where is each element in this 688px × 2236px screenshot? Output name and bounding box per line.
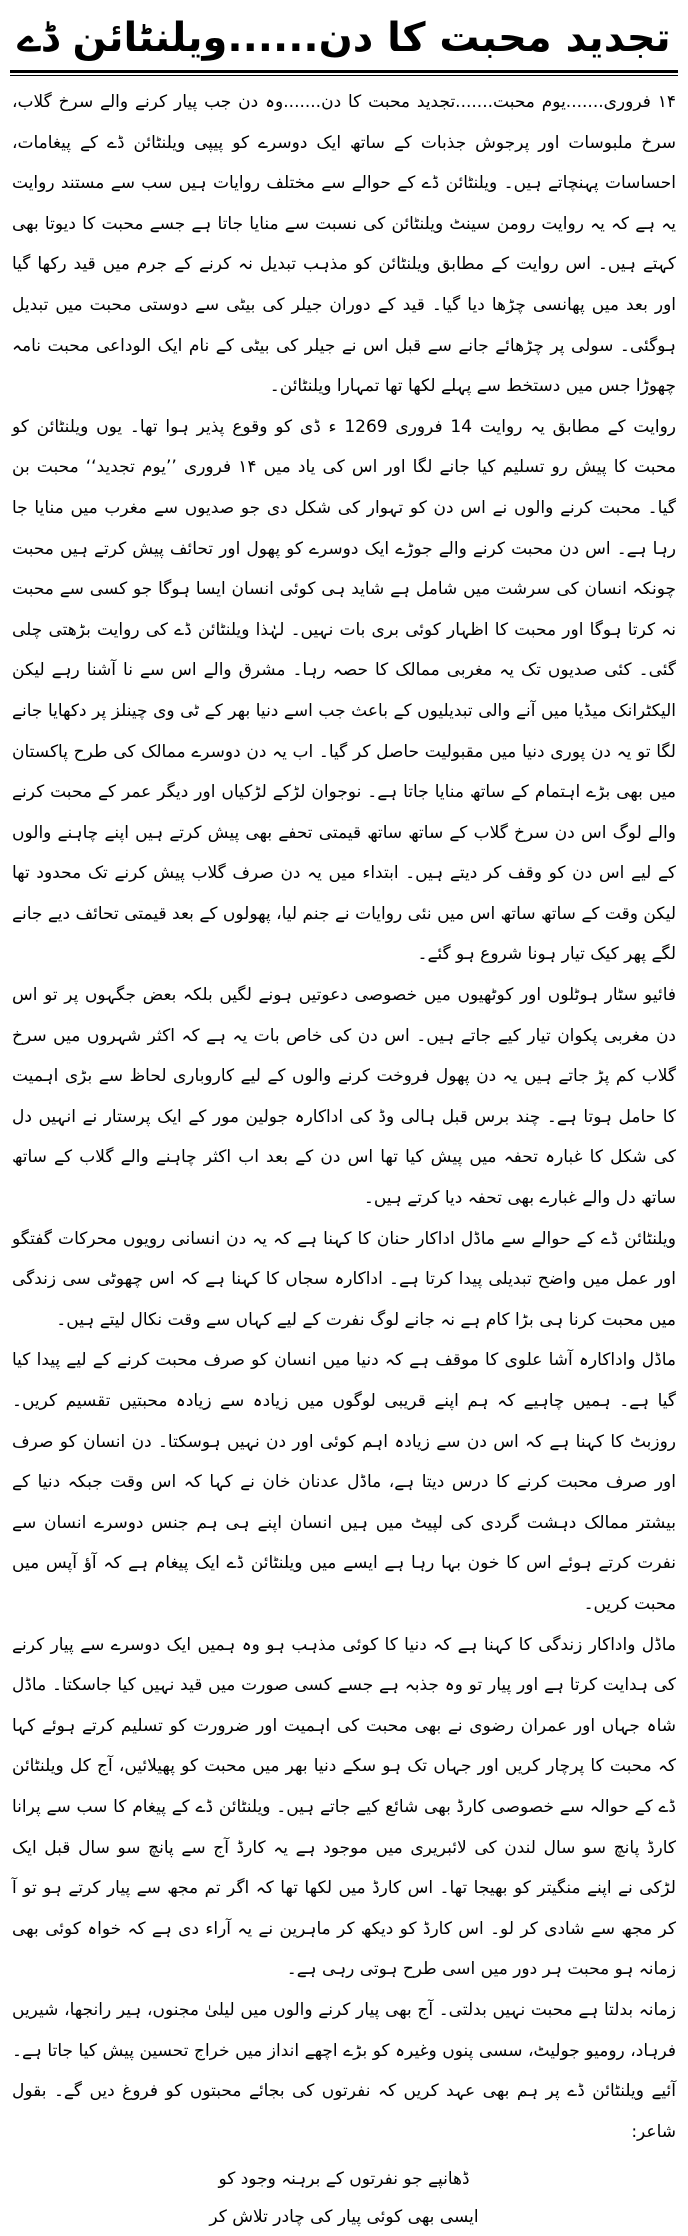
paragraph-3: فائیو سٹار ہوٹلوں اور کوٹھیوں میں خصوصی دعوتیں ہونے لگیں بلکہ بعض جگہوں پر تو اس دن مغربی پکوان تیار کیے جاتے ہیں۔ اس دن کی خاص بات یہ ہے کہ اکثر شہروں میں سرخ گلاب کم پڑ جاتے ہیں یہ دن پھول فروخت کرنے والوں کے لیے کاروباری لحاظ سے بڑی اہمیت کا حامل ہوتا ہے۔ چند برس قبل ہالی وڈ کی اداکارہ جولین مور کے ایک پرستار نے انہیں دل کی شکل کا غبارہ تحفہ میں پیش کیا تھا اس دن کے بعد اب اکثر چاہنے والے گلاب کے ساتھ ساتھ دل والے غبارے بھی تحفہ دیا کرتے ہیں۔ [12,985,676,1209]
paragraph-2: روایت کے مطابق یہ روایت 14 فروری 1269 ء ڈی کو وقوع پذیر ہوا تھا۔ یوں ویلنٹائن کو محبت کا پیش رو تسلیم کیا جانے لگا اور اس کی یاد میں ۱۴ فروری ’’یوم تجدید‘‘ محبت بن گیا۔ محبت کرنے والوں نے اس دن کو تہوار کی شکل دی جو صدیوں سے مغرب میں منایا جا رہا ہے۔ اس دن محبت کرنے والے جوڑے ایک دوسرے کو پھول اور تحائف پیش کرتے ہیں محبت چونکہ انسان کی سرشت میں شامل ہے شاید ہی کوئی انسان ایسا ہوگا جو کسی سے محبت نہ کرتا ہوگا اور محبت کا اظہار کوئی بری بات نہیں۔ لہٰذا ویلنٹائن ڈے کی روایت بڑھتی چلی گئی۔ کئی صدیوں تک یہ مغربی ممالک کا حصہ رہا۔ مشرق والے اس سے نا آشنا رہے لیکن الیکٹرانک میڈیا میں آنے والی تبدیلیوں کے باعث جب اسے دنیا بھر کے ٹی وی چینلز پر دکھایا جانے لگا تو یہ دن پوری دنیا میں مقبولیت حاصل کر گیا۔ اب یہ دن دوسرے ممالک کی طرح پاکستان میں بھی بڑے اہتمام کے ساتھ منایا جاتا ہے۔ نوجوان لڑکے لڑکیاں اور دیگر عمر کے محبت کرنے والے لوگ اس دن سرخ گلاب کے ساتھ ساتھ قیمتی تحفے بھی پیش کرتے ہیں اپنے چاہنے والوں کے لیے اس دن کو وقف کر دیتے ہیں۔ ابتداء میں یہ دن صرف گلاب پیش کرنے تک محدود تھا لیکن وقت کے ساتھ ساتھ اس میں نئی روایات نے جنم لیا، پھولوں کے بعد قیمتی تحائف دیے جانے لگے پھر کیک تیار ہونا شروع ہو گئے۔ [12,416,676,965]
paragraph-4: ویلنٹائن ڈے کے حوالے سے ماڈل اداکار حنان کا کہنا ہے کہ یہ دن انسانی رویوں محرکات گفتگو اور عمل میں واضح تبدیلی پیدا کرتا ہے۔ اداکارہ سجاں کا کہنا ہے کہ اس چھوٹی سی زندگی میں محبت کرنا ہی بڑا کام ہے نہ جانے لوگ نفرت کے لیے کہاں سے وقت نکال لیتے ہیں۔ [12,1228,676,1330]
couplet-line-2: ایسی بھی کوئی پیار کی چادر تلاش کر [209,2207,479,2228]
closing-couplet [6,2160,682,2236]
paragraph-6: ماڈل واداکار زندگی کا کہنا ہے کہ دنیا کا کوئی مذہب ہو وہ ہمیں ایک دوسرے سے پیار کرنے کی ہدایت کرتا ہے اور پیار تو وہ جذبہ ہے جسے کسی صورت میں قید نہیں کیا جاسکتا۔ ماڈل شاہ جہاں اور عمران رضوی نے بھی محبت کی اہمیت اور ضرورت کو تسلیم کرتے ہوئے کہا کہ محبت کا پرچار کریں اور جہاں تک ہو سکے دنیا بھر میں محبت کو پھیلائیں، آج کل ویلنٹائن ڈے کے حوالہ سے خصوصی کارڈ بھی شائع کیے جاتے ہیں۔ ویلنٹائن ڈے کے پیغام کا سب سے پرانا کارڈ پانچ سو سال لندن کی لائبریری میں موجود ہے یہ کارڈ آج سے پانچ سو سال قبل ایک لڑکی نے اپنے منگیتر کو بھیجا تھا۔ اس کارڈ میں لکھا تھا کہ اگر تم مجھ سے پیار کرتے ہو تو آ کر مجھ سے شادی کر لو۔ اس کارڈ کو دیکھ کر ماہرین نے یہ آراء دی ہے کہ خواہ کوئی بھی زمانہ ہو محبت ہر دور میں اسی طرح ہوتی رہی ہے۔ [12,1634,676,1980]
paragraph-5: ماڈل واداکارہ آشا علوی کا موقف ہے کہ دنیا میں انسان کو صرف محبت کرنے کے لیے پیدا کیا گیا ہے۔ ہمیں چاہیے کہ ہم اپنے قریبی لوگوں میں زیادہ سے زیادہ محبتیں تقسیم کریں۔ روزبٹ کا کہنا ہے کہ اس دن سے زیادہ اہم کوئی اور دن نہیں ہوسکتا۔ دن انسان کو صرف اور صرف محبت کرنے کا درس دیتا ہے، ماڈل عدنان خان نے کہا کہ اس وقت جبکہ دنیا کے بیشتر ممالک دہشت گردی کی لپیٹ میں ہیں انسان اپنے ہی ہم جنس دوسرے انسان سے نفرت کرتے ہوئے اس کا خون بہا رہا ہے ایسے میں ویلنٹائن ڈے ایک پیغام ہے کہ آؤ آپس میں محبت کریں۔ [12,1350,676,1614]
title-divider [10,70,678,73]
article-body [12,82,676,2152]
title-divider-thin [10,75,678,76]
paragraph-1: ۱۴ فروری.......یوم محبت.......تجدید محبت کا دن.......وہ دن جب پیار کرنے والے سرخ گلاب، سرخ ملبوسات اور پرجوش جذبات کے ساتھ ایک دوسرے کو پیپی ویلنٹائن ڈے کے پیغامات، احساسات پہنچاتے ہیں۔ ویلنٹائن ڈے کے حوالے سے مختلف روایات ہیں سب سے مستند روایت یہ ہے کہ یہ روایت رومن سینٹ ویلنٹائن کی نسبت سے منایا جاتا ہے جسے محبت کا دیوتا بھی کہتے ہیں۔ اس روایت کے مطابق ویلنٹائن کو مذہب تبدیل نہ کرنے کے جرم میں قید رکھا گیا اور بعد میں پھانسی چڑھا دیا گیا۔ قید کے دوران جیلر کی بیٹی سے دوستی محبت میں تبدیل ہوگئی۔ سولی پر چڑھائے جانے سے قبل اس نے جیلر کی بیٹی کے نام ایک الوداعی محبت نامہ چھوڑا جس میں دستخط سے پہلے لکھا تھا تمہارا ویلنٹائن۔ [12,92,676,397]
paragraph-7: زمانہ بدلتا ہے محبت نہیں بدلتی۔ آج بھی پیار کرنے والوں میں لیلیٰ مجنوں، ہیر رانجھا، شیریں فرہاد، رومیو جولیٹ، سسی پنوں وغیرہ کو بڑے اچھے انداز میں خراج تحسین پیش کیا جاتا ہے۔ آئیے ویلنٹائن ڈے پر ہم بھی عہد کریں کہ نفرتوں کی بجائے محبتوں کو فروغ دیں گے۔ بقول شاعر: [12,1999,676,2142]
couplet-line-1: ڈھانپے جو نفرتوں کے برہنہ وجود کو [218,2169,470,2190]
article-title: تجدید محبت کا دن......ویلنٹائن ڈے [17,15,671,61]
